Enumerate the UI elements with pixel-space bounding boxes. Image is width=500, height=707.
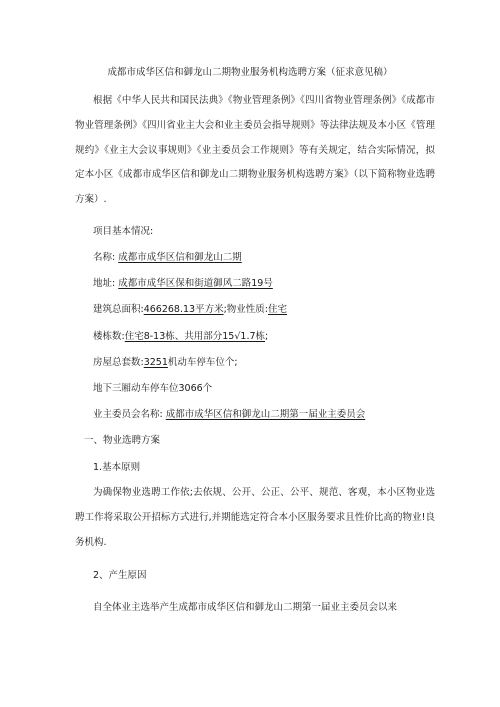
basic-info-heading: 项目基本情况: [93, 226, 154, 237]
address-value: 成都市成华区保和街道御风二路19号 [118, 278, 273, 289]
households-label: 房屋总套数: [93, 357, 144, 368]
buildings-tail: ; [265, 331, 269, 342]
households-line [93, 356, 238, 370]
buildings-label: 楼栋数: [93, 331, 125, 342]
area-line [93, 303, 287, 317]
area-label: 建筑总面积: [93, 304, 144, 315]
households-value: 3251 [143, 357, 168, 368]
project-name-line [93, 251, 242, 265]
project-name-label: 名称: [93, 252, 116, 263]
committee-label: 业主委员会名称: [93, 409, 163, 420]
section-heading-1: 一、物业选聘方案 [84, 435, 161, 446]
parking-line: 地下三厢动车停车位3066个 [93, 383, 213, 394]
property-type-label: ;物业性质: [223, 304, 268, 315]
committee-line [93, 408, 365, 422]
address-line [93, 277, 273, 291]
address-label: 地址: [93, 278, 116, 289]
buildings-line [93, 330, 268, 344]
households-tail: 机动车停车位个; [167, 357, 238, 368]
committee-value: 成都市成华区信和御龙山二期第一届业主委员会 [165, 409, 366, 420]
project-name-value: 成都市成华区信和御龙山二期 [118, 252, 242, 263]
subsection-heading-1: 1.基本原则 [93, 462, 141, 473]
reason-paragraph: 自全体业主选举产生成都市成华区信和御龙山二期第一届业主委员会以来 [93, 602, 398, 613]
intro-paragraph: 根据《中华人民共和国民法典》《物业管理条例》《四川省物业管理条例》《成都市物业管理条例》《四川省业主大会和业主委员会指导规则》等法律法规及本小区《管理规约》《业主大会议事规则》《业主委员会工作规则》等有关规定，结合实际情况，拟定本小区《成都市成华区信和御龙山二期物业服务机构选聘方案》（以下简称物业选聘方案）. [75, 95, 435, 206]
principle-paragraph: 为确保物业选聘工作依;去依规、公开、公正、公平、规范、客观，本小区物业选聘工作将采取公开招标方式进行,并期能选定符合本小区服务要求且性价比高的物业!良务机构. [75, 487, 435, 548]
property-type-value: 住宅 [267, 304, 287, 315]
subsection-heading-2: 2、产生原因 [93, 570, 147, 581]
area-value: 466268.13平方米 [143, 304, 224, 315]
document-title: 成都市成华区信和御龙山二期物业服务机构选聘方案（征求意见稿） [107, 67, 393, 78]
buildings-value: 住宅8-13栋、共用部分15√1.7栋 [124, 331, 266, 342]
